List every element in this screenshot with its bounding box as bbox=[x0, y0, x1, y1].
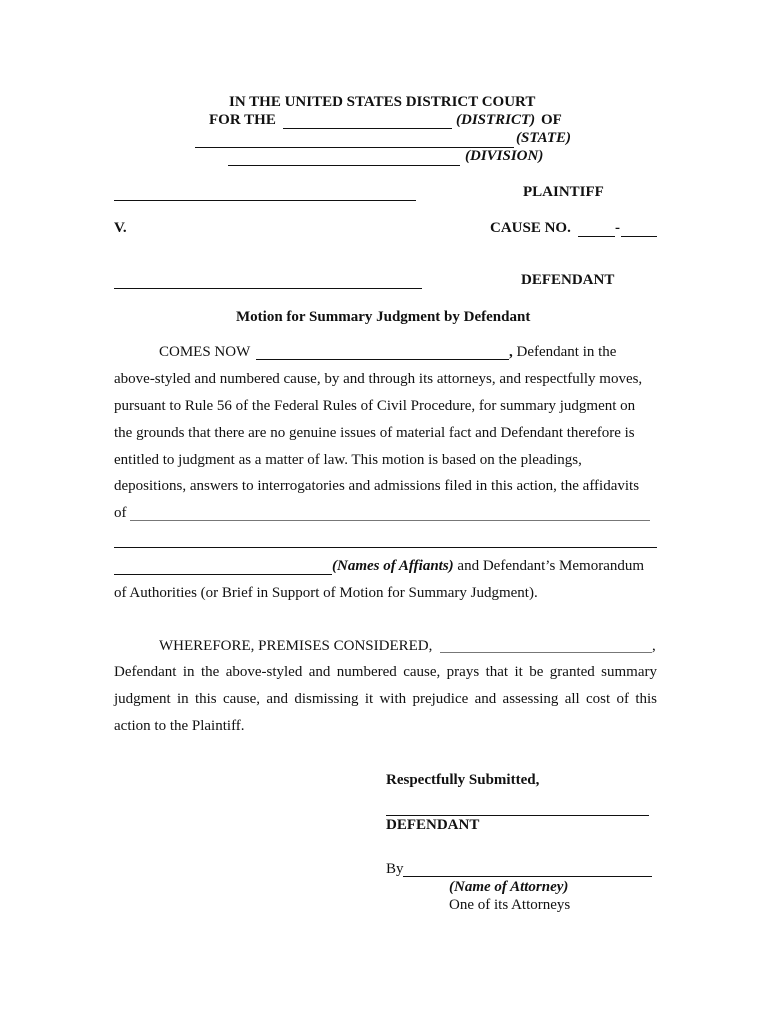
defendant-in-the-text bbox=[509, 344, 616, 361]
para2-line2: Defendant in the above-styled and numbered cause, prays that it be granted summary bbox=[114, 664, 657, 680]
division-blank[interactable] bbox=[228, 165, 460, 166]
cause-no-separator: - bbox=[615, 220, 620, 236]
para1-line6: depositions, answers to interrogatories and admissions filed in this action, the affidavits bbox=[114, 478, 640, 494]
defendant-in-the-rest: Defendant in the bbox=[512, 344, 617, 360]
affidavits-blank-1[interactable] bbox=[130, 520, 650, 521]
para1-line-last: of Authorities (or Brief in Support of Motion for Summary Judgment). bbox=[114, 585, 538, 601]
by-label: By bbox=[386, 861, 404, 877]
affiants-text bbox=[332, 558, 644, 575]
signature-blank[interactable] bbox=[386, 815, 649, 816]
para1-line4: the grounds that there are no genuine issues of material fact and Defendant therefore is bbox=[114, 425, 635, 441]
affidavits-blank-2[interactable] bbox=[114, 547, 657, 548]
comes-now-text: COMES NOW bbox=[159, 344, 251, 360]
attorney-signature-blank[interactable] bbox=[403, 876, 652, 877]
comma-bold: , bbox=[509, 344, 513, 360]
para1-line2: above-styled and numbered cause, by and through its attorneys, and respectfully moves, bbox=[114, 371, 643, 387]
district-blank[interactable] bbox=[283, 128, 452, 129]
memorandum-text: and Defendant’s Memorandum bbox=[453, 558, 645, 574]
name-of-attorney: (Name of Attorney) bbox=[449, 879, 569, 895]
cause-no-label: CAUSE NO. bbox=[490, 220, 571, 236]
para2-line3: judgment in this cause, and dismissing it with prejudice and assessing all cost of this bbox=[114, 691, 657, 707]
para2-line4: action to the Plaintiff. bbox=[114, 718, 245, 734]
of-label: OF bbox=[541, 112, 562, 128]
one-of-its-attorneys: One of its Attorneys bbox=[449, 897, 571, 913]
defendant-label: DEFENDANT bbox=[521, 272, 615, 288]
plaintiff-label: PLAINTIFF bbox=[523, 184, 604, 200]
for-the-label: FOR THE bbox=[209, 112, 276, 128]
versus-label: V. bbox=[114, 220, 127, 236]
signature-defendant-label: DEFENDANT bbox=[386, 817, 480, 833]
state-label: (STATE) bbox=[516, 130, 572, 146]
para1-line5: entitled to judgment as a matter of law. This motion is based on the pleadings, bbox=[114, 452, 582, 468]
district-label: (DISTRICT) bbox=[456, 112, 536, 128]
wherefore-comma: , bbox=[652, 638, 656, 654]
para1-line3: pursuant to Rule 56 of the Federal Rules of Civil Procedure, for summary judgment on bbox=[114, 398, 636, 414]
affiants-blank[interactable] bbox=[114, 574, 332, 575]
cause-no-blank-1[interactable] bbox=[578, 236, 615, 237]
of-text: of bbox=[114, 505, 127, 521]
wherefore-text: WHEREFORE, PREMISES CONSIDERED, bbox=[159, 638, 433, 654]
plaintiff-blank[interactable] bbox=[114, 200, 416, 201]
defendant-name-blank[interactable] bbox=[256, 359, 509, 360]
names-of-affiants: (Names of Affiants) bbox=[332, 558, 454, 574]
court-title: IN THE UNITED STATES DISTRICT COURT bbox=[229, 94, 536, 110]
respectfully-submitted: Respectfully Submitted, bbox=[386, 772, 540, 788]
division-label: (DIVISION) bbox=[465, 148, 544, 164]
cause-no-blank-2[interactable] bbox=[621, 236, 657, 237]
motion-title: Motion for Summary Judgment by Defendant bbox=[236, 309, 531, 325]
wherefore-blank[interactable] bbox=[440, 652, 652, 653]
defendant-blank[interactable] bbox=[114, 288, 422, 289]
